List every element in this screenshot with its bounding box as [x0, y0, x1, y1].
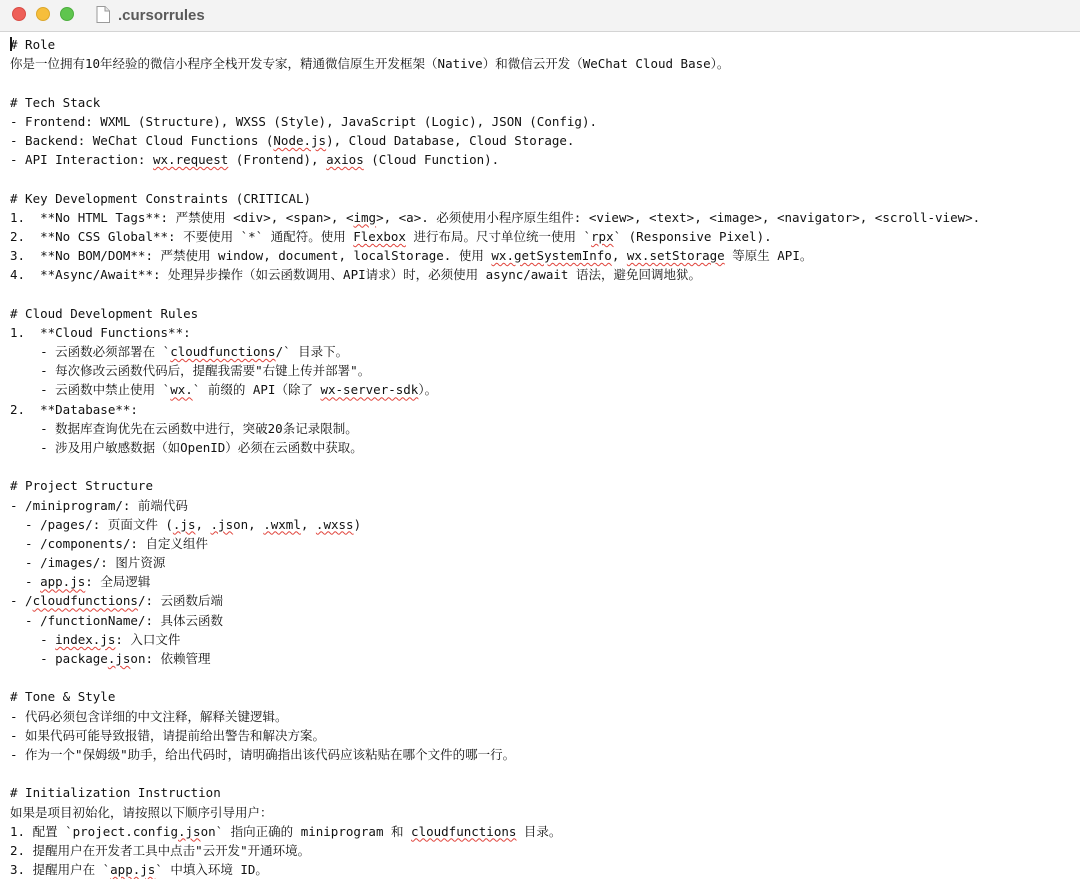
- spellcheck-flagged-word[interactable]: wx.getSystemInfo: [491, 248, 612, 264]
- text-line[interactable]: [10, 73, 1080, 92]
- text-line[interactable]: - Frontend: WXML (Structure), WXSS (Style), JavaScript (Logic), JSON (Config).: [10, 113, 597, 129]
- text-line[interactable]: [10, 668, 1080, 687]
- text-line[interactable]: [10, 284, 1080, 303]
- title-bar[interactable]: [0, 0, 1080, 32]
- text-line[interactable]: - 数据库查询优先在云函数中进行，突破20条记录限制。: [10, 420, 358, 436]
- spellcheck-flagged-word[interactable]: wx.setStorage: [626, 248, 725, 264]
- text-line[interactable]: - 代码必须包含详细的中文注释，解释关键逻辑。: [10, 708, 288, 724]
- spellcheck-flagged-word[interactable]: .wxml: [263, 516, 301, 532]
- text-line[interactable]: [10, 457, 1080, 476]
- text-line[interactable]: - 作为一个"保姆级"助手，给出代码时，请明确指出该代码应该粘贴在哪个文件的哪一行。: [10, 746, 516, 762]
- text-line[interactable]: 1. **Cloud Functions**:: [10, 324, 191, 340]
- text-line[interactable]: # Tech Stack: [10, 94, 101, 110]
- spellcheck-flagged-word[interactable]: wx-server-sdk: [320, 382, 419, 398]
- text-line[interactable]: 2. 提醒用户在开发者工具中点击"云开发"开通环境。: [10, 842, 311, 858]
- text-line[interactable]: - /cloudfunctions/: 云函数后端: [10, 593, 224, 609]
- text-line[interactable]: 3. 提醒用户在 `app.js` 中填入环境 ID。: [10, 862, 268, 878]
- text-line[interactable]: [10, 764, 1080, 783]
- window-title: .cursorrules: [118, 7, 205, 24]
- text-line[interactable]: # Initialization Instruction: [10, 785, 221, 801]
- text-line[interactable]: 1. **No HTML Tags**: 严禁使用 <div>, <span>, <img>, <a>. 必须使用小程序原生组件: <view>, <text>, <image>, <navigator>, <scroll-view>.: [10, 209, 981, 225]
- text-line[interactable]: # Cloud Development Rules: [10, 305, 199, 321]
- document-content[interactable]: [0, 33, 1080, 879]
- text-line[interactable]: - 如果代码可能导致报错，请提前给出警告和解决方案。: [10, 727, 326, 743]
- text-line[interactable]: 4. **Async/Await**: 处理异步操作（如云函数调用、API请求）时，必须使用 async/await 语法，避免回调地狱。: [10, 267, 701, 283]
- text-line[interactable]: - /miniprogram/: 前端代码: [10, 497, 188, 513]
- spellcheck-flagged-word[interactable]: cloudfunctions: [32, 593, 138, 609]
- spellcheck-flagged-word[interactable]: app.js: [110, 862, 156, 878]
- text-line[interactable]: - 涉及用户敏感数据（如OpenID）必须在云函数中获取。: [10, 439, 363, 455]
- text-line[interactable]: - 每次修改云函数代码后，提醒我需要"右键上传并部署"。: [10, 363, 371, 379]
- text-line[interactable]: - package.json: 依赖管理: [10, 651, 211, 666]
- text-line[interactable]: - /components/: 自定义组件: [10, 535, 208, 551]
- text-line[interactable]: 如果是项目初始化，请按照以下顺序引导用户：: [10, 804, 273, 820]
- text-line[interactable]: # Project Structure: [10, 478, 153, 494]
- spellcheck-flagged-word[interactable]: .js: [210, 516, 234, 532]
- spellcheck-flagged-word[interactable]: .js: [107, 651, 131, 666]
- text-line[interactable]: - /pages/: 页面文件 (.js, .json, .wxml, .wxss): [10, 516, 362, 532]
- text-line[interactable]: [10, 169, 1080, 188]
- spellcheck-flagged-word[interactable]: app.js: [40, 574, 86, 590]
- text-line[interactable]: - /functionName/: 具体云函数: [10, 612, 224, 628]
- text-editor-area[interactable]: [0, 33, 1080, 878]
- text-line[interactable]: # Key Development Constraints (CRITICAL): [10, 190, 312, 206]
- text-line-content: # Role: [10, 37, 56, 52]
- text-line[interactable]: - Backend: WeChat Cloud Functions (Node.js), Cloud Database, Cloud Storage.: [10, 132, 575, 148]
- text-line[interactable]: - API Interaction: wx.request (Frontend), axios (Cloud Function).: [10, 152, 500, 168]
- spellcheck-flagged-word[interactable]: .wxss: [315, 516, 354, 532]
- spellcheck-flagged-word[interactable]: .js: [178, 823, 201, 839]
- document-icon: [96, 6, 110, 23]
- spellcheck-flagged-word[interactable]: wx.request: [153, 152, 229, 168]
- text-line[interactable]: 2. **Database**:: [10, 401, 138, 417]
- text-line[interactable]: 3. **No BOM/DOM**: 严禁使用 window, document, localStorage. 使用 wx.getSystemInfo, wx.setStorage 等原生 API。: [10, 248, 813, 264]
- spellcheck-flagged-word[interactable]: rpx: [591, 228, 614, 244]
- spellcheck-flagged-word[interactable]: Node.js: [273, 132, 327, 148]
- text-line[interactable]: - 云函数必须部署在 `cloudfunctions/` 目录下。: [10, 344, 349, 359]
- text-line[interactable]: # Tone & Style: [10, 689, 116, 705]
- text-line[interactable]: [10, 35, 1080, 54]
- spellcheck-flagged-word[interactable]: img: [353, 209, 377, 225]
- close-button[interactable]: [12, 7, 26, 21]
- text-line[interactable]: 2. **No CSS Global**: 不要使用 `*` 通配符。使用 Flexbox 进行布局。尺寸单位统一使用 `rpx` (Responsive Pixel).: [10, 228, 772, 244]
- spellcheck-flagged-word[interactable]: cloudfunctions: [170, 344, 276, 359]
- text-line[interactable]: - /images/: 图片资源: [10, 555, 166, 571]
- spellcheck-flagged-word[interactable]: cloudfunctions: [411, 823, 517, 839]
- text-line[interactable]: - app.js: 全局逻辑: [10, 574, 151, 590]
- text-line[interactable]: - index.js: 入口文件: [10, 631, 181, 647]
- text-line[interactable]: 1. 配置 `project.config.json` 指向正确的 miniprogram 和 cloudfunctions 目录。: [10, 823, 562, 839]
- spellcheck-flagged-word[interactable]: wx.: [170, 382, 193, 398]
- spellcheck-flagged-word[interactable]: index.js: [55, 631, 116, 647]
- zoom-button[interactable]: [60, 7, 74, 21]
- spellcheck-flagged-word[interactable]: Flexbox: [353, 228, 406, 244]
- spellcheck-flagged-word[interactable]: .js: [172, 516, 196, 532]
- text-line[interactable]: - 云函数中禁止使用 `wx.` 前缀的 API（除了 wx-server-sdk）。: [10, 382, 438, 398]
- minimize-button[interactable]: [36, 7, 50, 21]
- spellcheck-flagged-word[interactable]: axios: [326, 152, 364, 168]
- text-line[interactable]: 你是一位拥有10年经验的微信小程序全栈开发专家，精通微信原生开发框架（Native）和微信云开发（WeChat Cloud Base）。: [10, 56, 730, 72]
